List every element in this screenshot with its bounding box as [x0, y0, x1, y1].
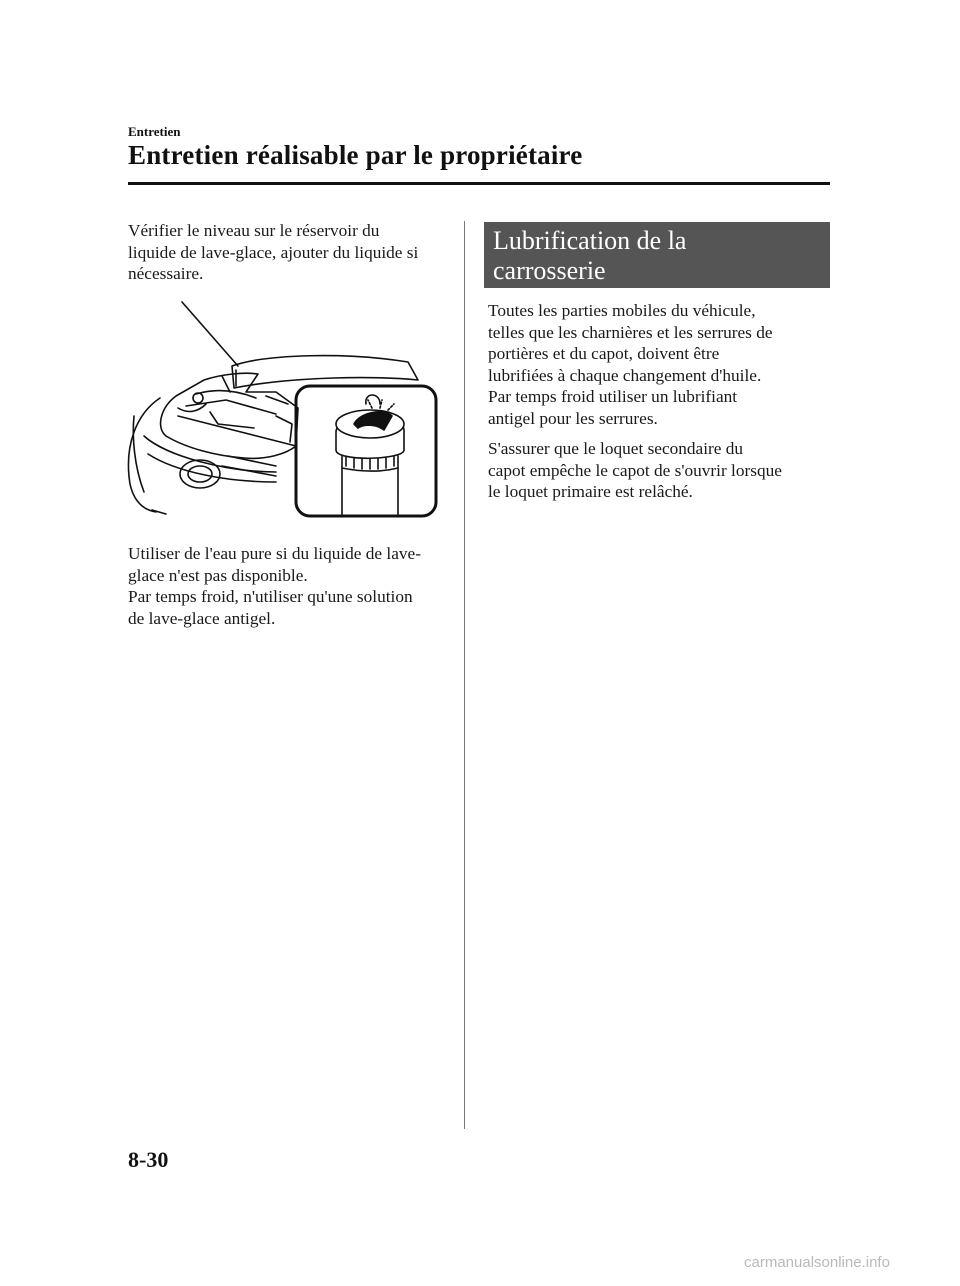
intro-line: nécessaire.	[128, 264, 204, 284]
latch-paragraph	[488, 438, 782, 503]
lubrication-line: antigel pour les serrures.	[488, 408, 658, 428]
lubrication-line: portières et du capot, doivent être	[488, 344, 720, 364]
intro-paragraph	[128, 220, 418, 285]
note-line: Utiliser de l'eau pure si du liquide de lave-	[128, 544, 421, 563]
bumper-shape	[128, 398, 160, 512]
lubrication-line: lubrifiées à chaque changement d'huile.	[488, 365, 762, 385]
page-title: Entretien réalisable par le propriétaire	[128, 140, 583, 170]
latch-line: le loquet primaire est relâché.	[488, 482, 693, 502]
section-heading-line: carrosserie	[493, 256, 606, 285]
latch-line: S'assurer que le loquet secondaire du	[488, 439, 744, 458]
note-paragraph	[128, 543, 421, 629]
intro-line: liquide de lave-glace, ajouter du liquide si	[128, 242, 419, 262]
intro-line: Vérifier le niveau sur le réservoir du	[128, 221, 380, 240]
note-line: glace n'est pas disponible.	[128, 565, 308, 585]
washer-reservoir-illustration	[126, 296, 442, 524]
column-divider	[464, 221, 465, 1129]
lubrication-paragraph	[488, 300, 773, 430]
latch-line: capot empêche le capot de s'ouvrir lorsque	[488, 460, 782, 480]
leader-line	[182, 302, 238, 366]
page-number: 8-30	[128, 1147, 169, 1172]
hood-shape	[232, 356, 418, 388]
lubrication-line: telles que les charnières et les serrures de	[488, 322, 773, 342]
note-line: de lave-glace antigel.	[128, 608, 276, 628]
lubrication-line: Toutes les parties mobiles du véhicule,	[488, 301, 756, 320]
title-rule	[128, 182, 830, 185]
section-heading-box	[484, 222, 830, 288]
note-line: Par temps froid, n'utiliser qu'une solution	[128, 587, 413, 607]
section-label: Entretien	[128, 124, 181, 139]
watermark: carmanualsonline.info	[744, 1254, 890, 1271]
lubrication-line: Par temps froid utiliser un lubrifiant	[488, 387, 738, 407]
section-heading-line: Lubrification de la	[493, 226, 687, 255]
